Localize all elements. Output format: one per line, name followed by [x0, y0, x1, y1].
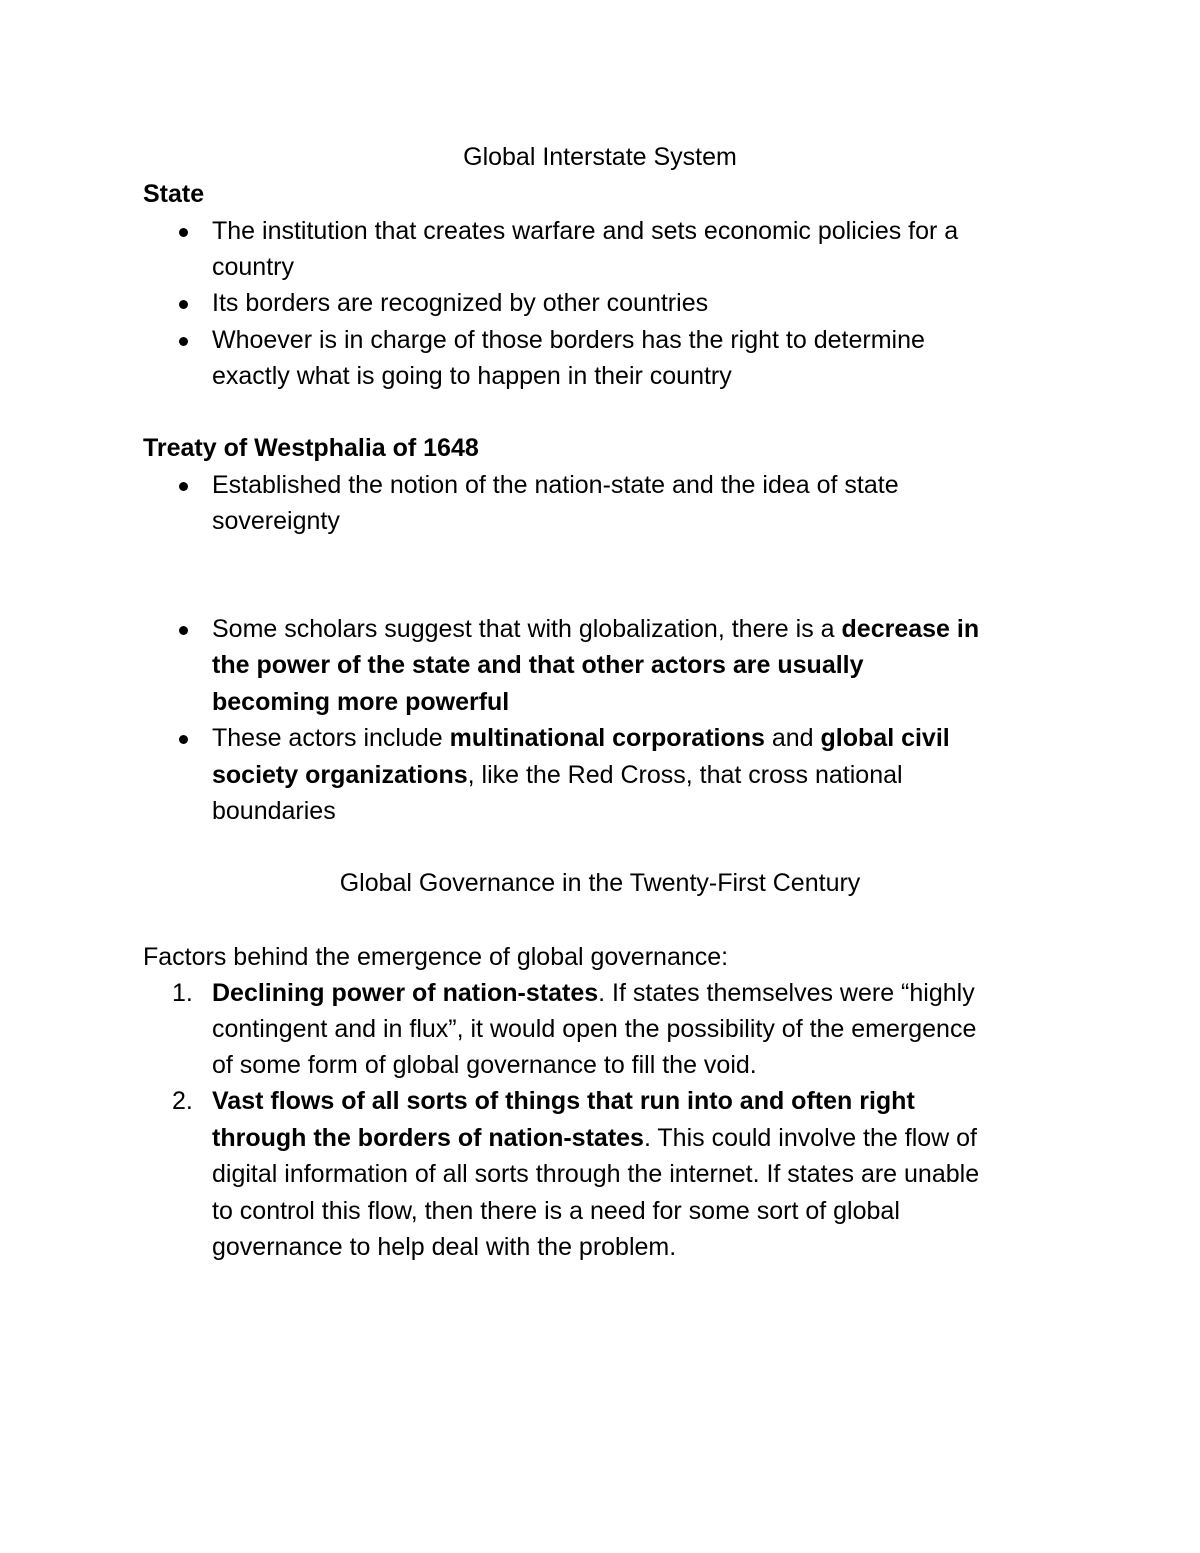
emphasis-text: multinational corporations — [449, 724, 765, 752]
factor-2-line-5: governance to help deal with the problem. — [212, 1233, 677, 1261]
westphalia-heading: Treaty of Westphalia of 1648 — [143, 434, 479, 462]
bullet-icon — [179, 626, 188, 635]
factors-intro: Factors behind the emergence of global governance: — [143, 943, 729, 971]
bullet-icon — [179, 482, 188, 491]
state-bullet-1-line-1: The institution that creates warfare and sets economic policies for a — [212, 217, 959, 245]
factor-2-line-3: digital information of all sorts through the internet. If states are unable — [212, 1160, 980, 1188]
state-bullet-3-line-1: Whoever is in charge of those borders has the right to determine — [212, 326, 925, 354]
text-run: . This could involve the flow of — [643, 1124, 977, 1152]
scholars-bullet-2-line-2 — [212, 760, 903, 790]
bullet-icon — [179, 735, 188, 744]
factor-1-line-2: contingent and in flux”, it would open the possibility of the emergence — [212, 1015, 977, 1043]
westphalia-bullet-1-line-2: sovereignty — [212, 507, 340, 535]
scholars-bullet-1-line-1 — [212, 614, 979, 644]
factor-2-line-4: to control this flow, then there is a need for some sort of global — [212, 1197, 900, 1225]
text-run: These actors include — [212, 724, 450, 752]
state-bullet-2-line-1: Its borders are recognized by other countries — [212, 289, 709, 317]
bullet-icon — [179, 337, 188, 346]
emphasis-text: society organizations — [212, 761, 468, 789]
state-bullet-1-line-2: country — [212, 253, 294, 281]
bullet-icon — [179, 228, 188, 237]
scholars-bullet-2-line-3: boundaries — [212, 797, 336, 825]
text-run: . If states themselves were “highly — [598, 979, 975, 1007]
emphasis-text: through the borders of nation-states — [212, 1124, 644, 1152]
section-title: Global Governance in the Twenty-First Century — [339, 869, 861, 897]
text-run: , like the Red Cross, that cross national — [467, 761, 903, 789]
state-heading: State — [143, 180, 205, 208]
factor-1-line-3: of some form of global governance to fill the void. — [212, 1051, 757, 1079]
text-run: Some scholars suggest that with globalization, there is a — [212, 615, 842, 643]
westphalia-bullet-1-line-1: Established the notion of the nation-state and the idea of state — [212, 471, 899, 499]
scholars-bullet-1-line-2: the power of the state and that other actors are usually — [212, 651, 864, 679]
emphasis-text: decrease in — [841, 615, 980, 643]
emphasis-text: Declining power of nation-states — [212, 979, 599, 1007]
scholars-bullet-1-line-3: becoming more powerful — [212, 688, 510, 716]
list-number: 2. — [172, 1087, 193, 1115]
factor-2-line-2 — [212, 1123, 977, 1153]
list-number: 1. — [172, 979, 193, 1007]
scholars-bullet-2-line-1 — [212, 723, 950, 753]
text-run: and — [764, 724, 821, 752]
state-bullet-3-line-2: exactly what is going to happen in their country — [212, 362, 732, 390]
bullet-icon — [179, 300, 188, 309]
emphasis-text: global civil — [820, 724, 950, 752]
factor-2-line-1: Vast flows of all sorts of things that run into and often right — [212, 1087, 915, 1115]
factor-1-line-1 — [212, 978, 975, 1008]
document-title: Global Interstate System — [463, 143, 737, 171]
